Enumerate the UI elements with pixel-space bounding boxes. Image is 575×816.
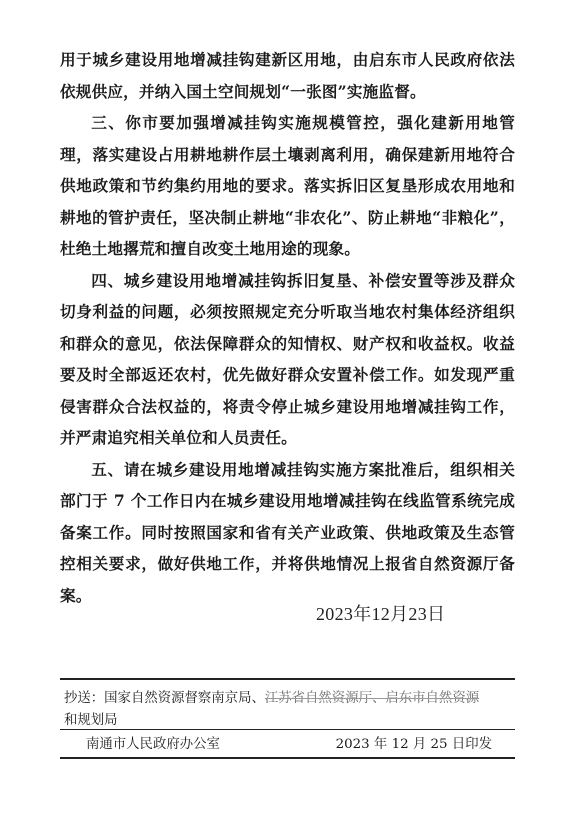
copy-to-label: 抄送：: [64, 691, 105, 706]
copy-to-continuation: 和规划局: [64, 713, 118, 728]
paragraph-continuation: 用于城乡建设用地增减挂钩建新区用地，由启东市人民政府依法依规供应，并纳入国土空间规划“一张图”实施监督。: [60, 50, 515, 101]
signature-date: 2023年12月23日: [316, 604, 446, 624]
issue-date: 2023 年 12 月 25 日印发: [335, 737, 492, 752]
top-divider: [60, 678, 515, 680]
copy-to-block: [64, 688, 514, 732]
paragraph-item-4: 四、城乡建设用地增减挂钩拆旧复垦、补偿安置等涉及群众切身利益的问题，必须按照规定充分听取当地农村集体经济组织和群众的意见，依法保障群众的知情权、财产权和收益权。收益要及时全部返还农村，优先做好群众安置补偿工作。如发现严重侵害群众合法权益的，将责令停止城乡建设用地增减挂钩工作，并严肃追究相关单位和人员责任。: [60, 270, 515, 447]
document-body: [60, 44, 515, 611]
bottom-divider: [60, 757, 515, 759]
copy-to-printed: 国家自然资源督察南京局、: [104, 691, 265, 706]
print-footer: [86, 733, 492, 752]
issuer-name: 南通市人民政府办公室: [86, 737, 220, 752]
paragraph-item-3: 三、你市要加强增减挂钩实施规模管控，强化建新用地管理，落实建设占用耕地耕作层土壤剥离利用，确保建新用地符合供地政策和节约集约用地的要求。落实拆旧区复垦形成农用地和耕地的管护责任，坚决制止耕地“非农化”、防止耕地“非粮化”，杜绝土地撂荒和擅自改变土地用途的现象。: [60, 113, 515, 258]
middle-divider: [60, 729, 515, 730]
paragraph-item-5: 五、请在城乡建设用地增减挂钩实施方案批准后，组织相关部门于 7 个工作日内在城乡建设用地增减挂钩在线监管系统完成备案工作。同时按照国家和省有关产业政策、供地政策及生态管控相关要求，做好供地工作，并将供地情况上报省自然资源厅备案。: [60, 459, 515, 605]
copy-to-handwritten: 江苏省自然资源厅、启东市自然资源: [264, 691, 480, 706]
